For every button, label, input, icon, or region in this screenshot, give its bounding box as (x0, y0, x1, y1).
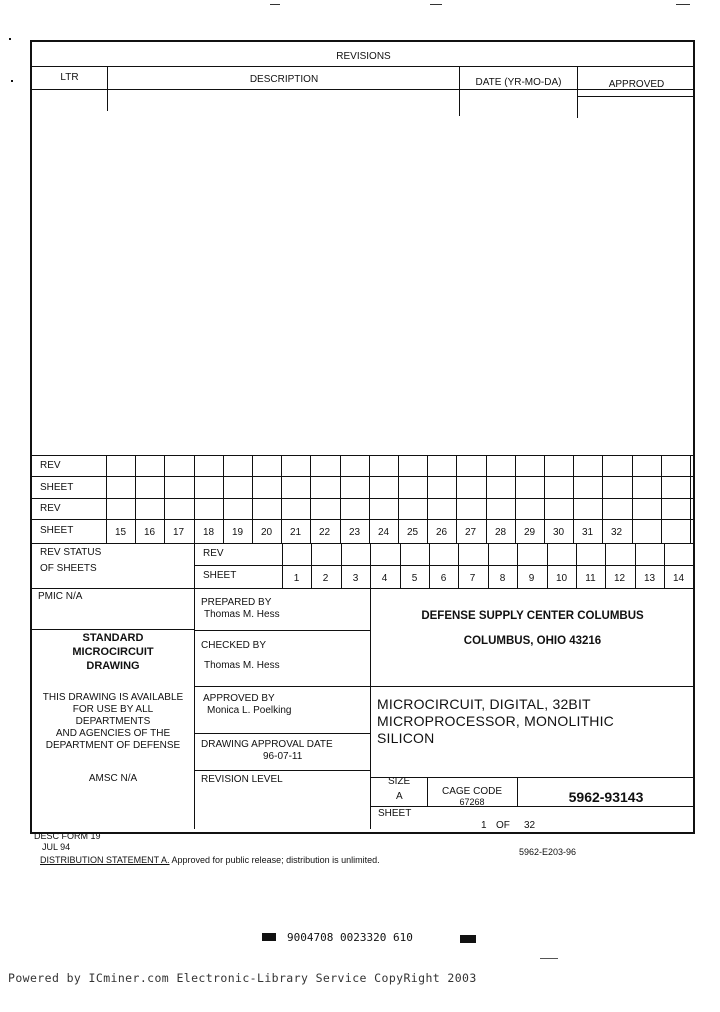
divider (32, 519, 695, 520)
divider (107, 66, 108, 111)
drawing-title (377, 696, 614, 747)
lower-sheet-number: 9 (528, 573, 535, 584)
upper-sheet-number: 21 (289, 527, 302, 538)
sheet-label: SHEET (378, 808, 412, 819)
drawing-number: 5962-93143 (568, 789, 644, 805)
upper-sheet-number: 31 (581, 527, 594, 538)
upper-sheet-number: 19 (231, 527, 244, 538)
divider (194, 565, 695, 566)
grid-column-line (632, 455, 633, 543)
agency-address: COLUMBUS, OHIO 43216 (463, 635, 602, 647)
prepared-name: Thomas M. Hess (204, 609, 280, 620)
revisions-title: REVISIONS (336, 51, 391, 62)
upper-sheet-number: 28 (494, 527, 507, 538)
revision-level-label: REVISION LEVEL (201, 774, 283, 785)
standard-heading (32, 631, 194, 673)
rev-status-label: REV STATUS (40, 547, 102, 558)
agency-name: DEFENSE SUPPLY CENTER COLUMBUS (421, 610, 644, 622)
divider (32, 476, 695, 477)
size-label: SIZE (388, 776, 411, 787)
prepared-label: PREPARED BY (201, 597, 272, 608)
lower-sheet-number: 3 (352, 573, 359, 584)
upper-sheet-number: 25 (406, 527, 419, 538)
divider (194, 630, 370, 631)
cage-label: CAGE CODE (441, 786, 502, 797)
upper-sheet-number: 30 (552, 527, 565, 538)
divider (32, 588, 695, 589)
divider (32, 629, 194, 630)
divider (577, 66, 578, 118)
availability-line: DEPARTMENTS (75, 716, 151, 727)
approval-date-label: DRAWING APPROVAL DATE (201, 739, 333, 750)
grid-column-line (661, 455, 662, 543)
size-value: A (396, 791, 403, 802)
distribution-label: DISTRIBUTION STATEMENT A. (40, 855, 170, 865)
divider (459, 66, 460, 116)
upper-sheet-number: 26 (435, 527, 448, 538)
powered-by-footer: Powered by ICminer.com Electronic-Library Service CopyRight 2003 (8, 971, 477, 985)
checked-label: CHECKED BY (201, 640, 267, 651)
distribution-statement (40, 855, 380, 865)
divider (194, 770, 370, 771)
divider (32, 455, 695, 456)
form-code: 5962-E203-96 (519, 847, 577, 857)
barcode-text: 9004708 0023320 610 (287, 931, 413, 944)
sheet-of: OF (496, 820, 510, 831)
upper-sheet-number: 20 (260, 527, 273, 538)
availability-line: THIS DRAWING IS AVAILABLE (42, 692, 184, 703)
pmic: PMIC N/A (38, 591, 83, 602)
availability-note (32, 692, 194, 752)
lower-rev-label: REV (203, 548, 224, 559)
form-date: JUL 94 (42, 842, 71, 852)
sheet-value: 1 (481, 820, 487, 831)
checked-name: Thomas M. Hess (204, 660, 280, 671)
availability-line: DEPARTMENT OF DEFENSE (45, 740, 181, 751)
lower-sheet-number: 10 (555, 573, 568, 584)
approval-date: 96-07-11 (263, 751, 303, 762)
divider (32, 66, 695, 67)
rev-status-label: OF SHEETS (40, 563, 97, 574)
grid-column-line (690, 455, 691, 543)
lower-sheet-number: 7 (469, 573, 476, 584)
col-ltr: LTR (60, 72, 79, 83)
col-approved: APPROVED (608, 79, 665, 90)
upper-sheet-number: 15 (114, 527, 127, 538)
upper-sheet-number: 27 (464, 527, 477, 538)
lower-sheet-number: 5 (411, 573, 418, 584)
divider (577, 96, 695, 97)
divider (194, 733, 370, 734)
upper-sheet-number: 29 (523, 527, 536, 538)
lower-sheet-number: 14 (672, 573, 685, 584)
scan-mark (676, 4, 690, 5)
divider (370, 588, 371, 829)
lower-sheet-number: 4 (381, 573, 388, 584)
standard-line: MICROCIRCUIT (72, 646, 154, 658)
lower-sheet-number: 11 (585, 573, 596, 584)
lower-sheet-number: 8 (499, 573, 506, 584)
availability-line: AND AGENCIES OF THE (55, 728, 171, 739)
barcode-block-icon (460, 935, 476, 943)
upper-sheet-number: 24 (377, 527, 390, 538)
drawing-title-line: SILICON (377, 730, 435, 746)
upper-sheet-number: 18 (202, 527, 215, 538)
scan-mark (9, 38, 11, 40)
upper-sheet-number: 32 (610, 527, 623, 538)
divider (370, 777, 695, 778)
lower-sheet-number: 6 (440, 573, 447, 584)
divider (370, 806, 695, 807)
form-number: DESC FORM 19 (34, 831, 101, 841)
col-date: DATE (YR-MO-DA) (475, 77, 562, 88)
approved-label: APPROVED BY (203, 693, 275, 704)
scan-mark (430, 4, 442, 5)
upper-sheet-number: 22 (318, 527, 331, 538)
scan-mark (270, 4, 280, 5)
barcode-block-icon (262, 933, 276, 941)
sheet-total: 32 (524, 820, 536, 831)
upper-sheet-number: 17 (172, 527, 185, 538)
amsc: AMSC N/A (88, 773, 138, 784)
lower-sheet-number: 2 (322, 573, 329, 584)
scan-mark (11, 80, 13, 82)
grid-sheet-label: SHEET (40, 482, 74, 493)
distribution-text: Approved for public release; distribution is unlimited. (171, 855, 380, 865)
drawing-title-line: MICROPROCESSOR, MONOLITHIC (377, 713, 614, 729)
cage-value: 67268 (459, 797, 485, 807)
divider (32, 543, 695, 544)
divider (32, 89, 695, 90)
lower-sheet-number: 12 (613, 573, 626, 584)
lower-sheet-number: 13 (643, 573, 656, 584)
grid-rev-label: REV (40, 503, 61, 514)
divider (194, 686, 695, 687)
scan-mark (540, 958, 558, 959)
standard-line: DRAWING (86, 660, 140, 672)
approved-name: Monica L. Poelking (207, 705, 292, 716)
drawing-title-line: MICROCIRCUIT, DIGITAL, 32BIT (377, 696, 591, 712)
upper-sheet-number: 16 (143, 527, 156, 538)
divider (32, 498, 695, 499)
col-description: DESCRIPTION (249, 74, 319, 85)
lower-sheet-number: 1 (293, 573, 300, 584)
grid-column-line (694, 543, 695, 588)
lower-sheet-label: SHEET (203, 570, 237, 581)
grid-rev-label: REV (40, 460, 61, 471)
upper-sheet-number: 23 (348, 527, 361, 538)
availability-line: FOR USE BY ALL (72, 704, 154, 715)
grid-sheet-label: SHEET (40, 525, 74, 536)
standard-line: STANDARD (82, 632, 144, 644)
